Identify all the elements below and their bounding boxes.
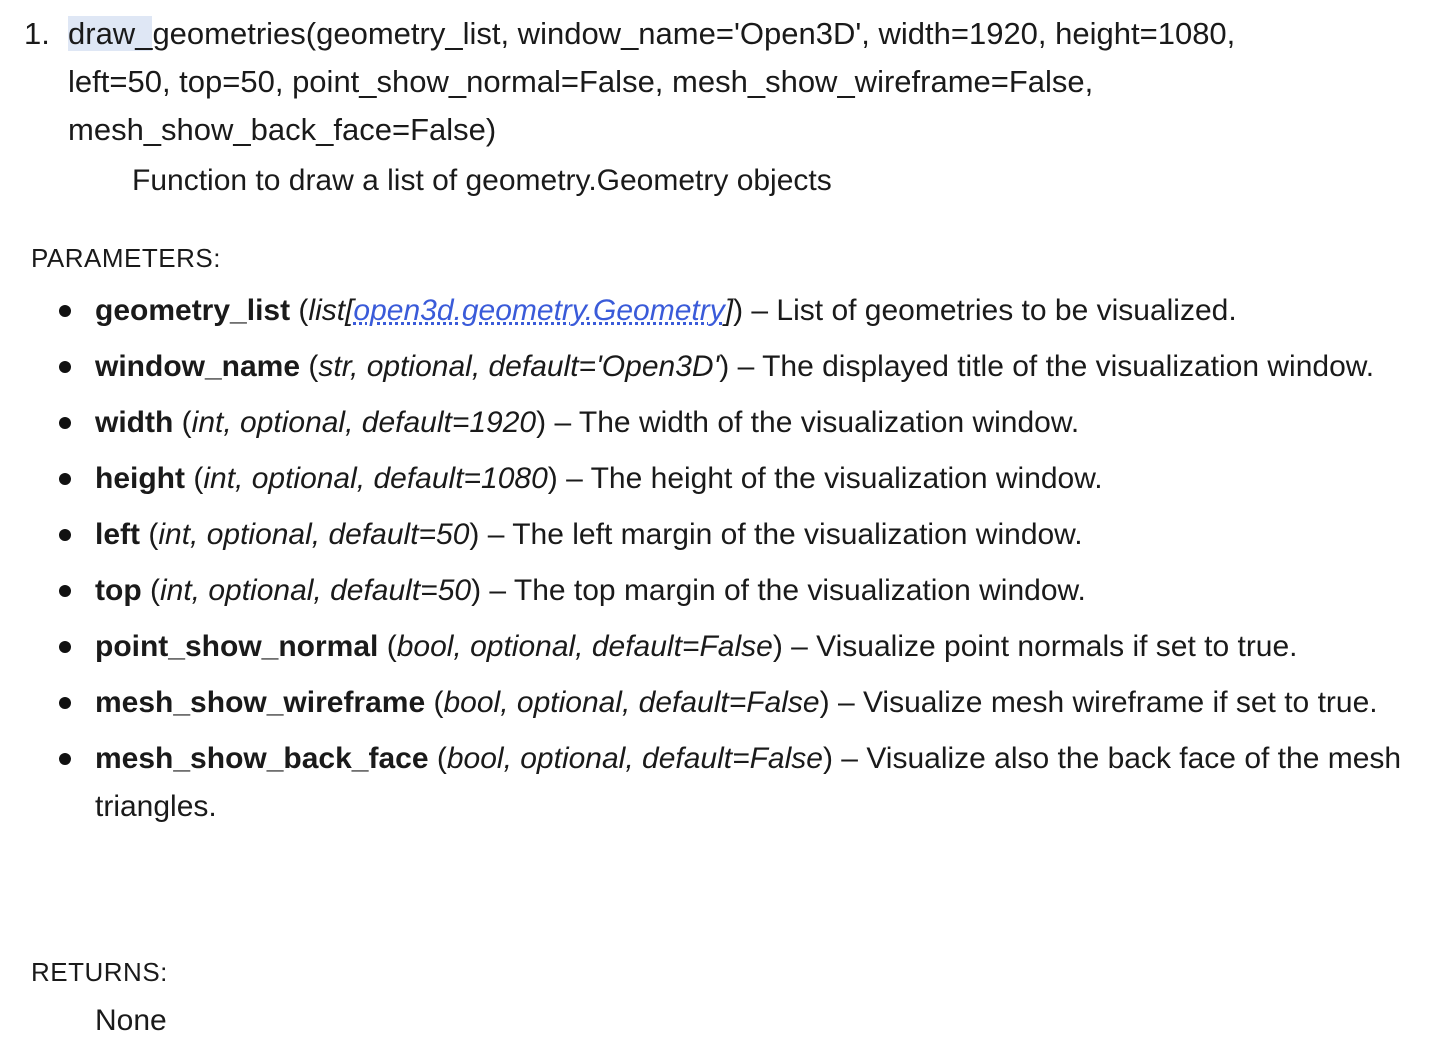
type-open-paren: ( [308,350,319,383]
parameter-type: int, optional, default=1920 [191,406,537,439]
parameter-name: height [95,462,185,495]
parameter-name: top [95,574,142,607]
bullet-icon [59,585,71,597]
list-number: 1. [24,16,50,51]
returns-value: None [95,1004,167,1037]
bullet-icon [59,305,71,317]
bullet-icon [59,361,71,373]
bullet-icon [59,529,71,541]
type-open-paren: ( [298,294,309,327]
parameter-description: – Visualize also the back face of the mesh triangles. [95,742,1402,823]
parameter-item-top [0,567,1450,615]
type-close-paren: ) [471,574,482,607]
parameter-name: left [95,518,140,551]
parameter-type-suffix: ] [724,294,734,327]
signature-text [68,10,1408,154]
function-summary: Function to draw a list of geometry.Geometry objects [132,164,832,197]
type-close-paren: ) [733,294,744,327]
parameter-type: int, optional, default=50 [159,574,472,607]
parameter-description: – List of geometries to be visualized. [743,294,1237,327]
parameter-description: – The width of the visualization window. [546,406,1080,439]
type-open-paren: ( [193,462,204,495]
parameter-item-left [0,511,1450,559]
parameter-item-mesh-show-wireframe [0,679,1450,727]
parameter-description: – The height of the visualization window. [557,462,1103,495]
type-close-paren: ) [819,686,830,719]
type-open-paren: ( [386,630,397,663]
parameter-list [0,287,1450,839]
bullet-icon [59,473,71,485]
type-open-paren: ( [149,574,160,607]
signature-line-1-rest: geometries(geometry_list, window_name='Open3D', width=1920, height=1080, [152,16,1236,51]
selected-text[interactable]: draw_ [68,16,153,51]
parameter-description: – The left margin of the visualization window. [479,518,1083,551]
type-open-paren: ( [436,742,447,775]
parameter-item-width [0,399,1450,447]
type-close-paren: ) [536,406,547,439]
type-close-paren: ) [719,350,730,383]
parameter-description: – The displayed title of the visualization window. [729,350,1375,383]
parameter-type: int, optional, default=1080 [203,462,548,495]
parameter-type-link[interactable]: open3d.geometry.Geometry [353,294,725,327]
parameters-heading: PARAMETERS: [31,243,221,273]
parameter-name: window_name [95,350,301,383]
signature-line-2: left=50, top=50, point_show_normal=False, mesh_show_wireframe=False, [68,64,1094,99]
parameter-item-height [0,455,1450,503]
parameter-item-window-name [0,343,1450,391]
type-open-paren: ( [433,686,444,719]
type-open-paren: ( [181,406,192,439]
parameter-name: point_show_normal [95,630,379,663]
parameter-type: bool, optional, default=False [446,742,823,775]
type-close-paren: ) [772,630,783,663]
bullet-icon [59,753,71,765]
parameter-item-mesh-show-back-face [0,735,1450,831]
type-open-paren: ( [148,518,159,551]
parameter-type: list[ [308,294,354,327]
bullet-icon [59,697,71,709]
parameter-name: mesh_show_wireframe [95,686,426,719]
parameter-name: geometry_list [95,294,291,327]
parameter-type: int, optional, default=50 [158,518,470,551]
type-close-paren: ) [547,462,558,495]
parameter-description: – Visualize mesh wireframe if set to true. [829,686,1378,719]
parameter-name: width [95,406,174,439]
parameter-item-geometry-list [0,287,1450,335]
type-close-paren: ) [822,742,833,775]
type-close-paren: ) [469,518,480,551]
parameter-description: – The top margin of the visualization window. [481,574,1086,607]
parameter-description: – Visualize point normals if set to true. [782,630,1298,663]
signature-line-1 [68,10,1408,58]
parameter-type: str, optional, default='Open3D' [318,350,720,383]
parameter-name: mesh_show_back_face [95,742,429,775]
parameter-type: bool, optional, default=False [443,686,820,719]
bullet-icon [59,641,71,653]
bullet-icon [59,417,71,429]
parameter-item-point-show-normal [0,623,1450,671]
signature-line-3: mesh_show_back_face=False) [68,112,497,147]
returns-heading: RETURNS: [31,957,168,987]
parameter-type: bool, optional, default=False [396,630,773,663]
